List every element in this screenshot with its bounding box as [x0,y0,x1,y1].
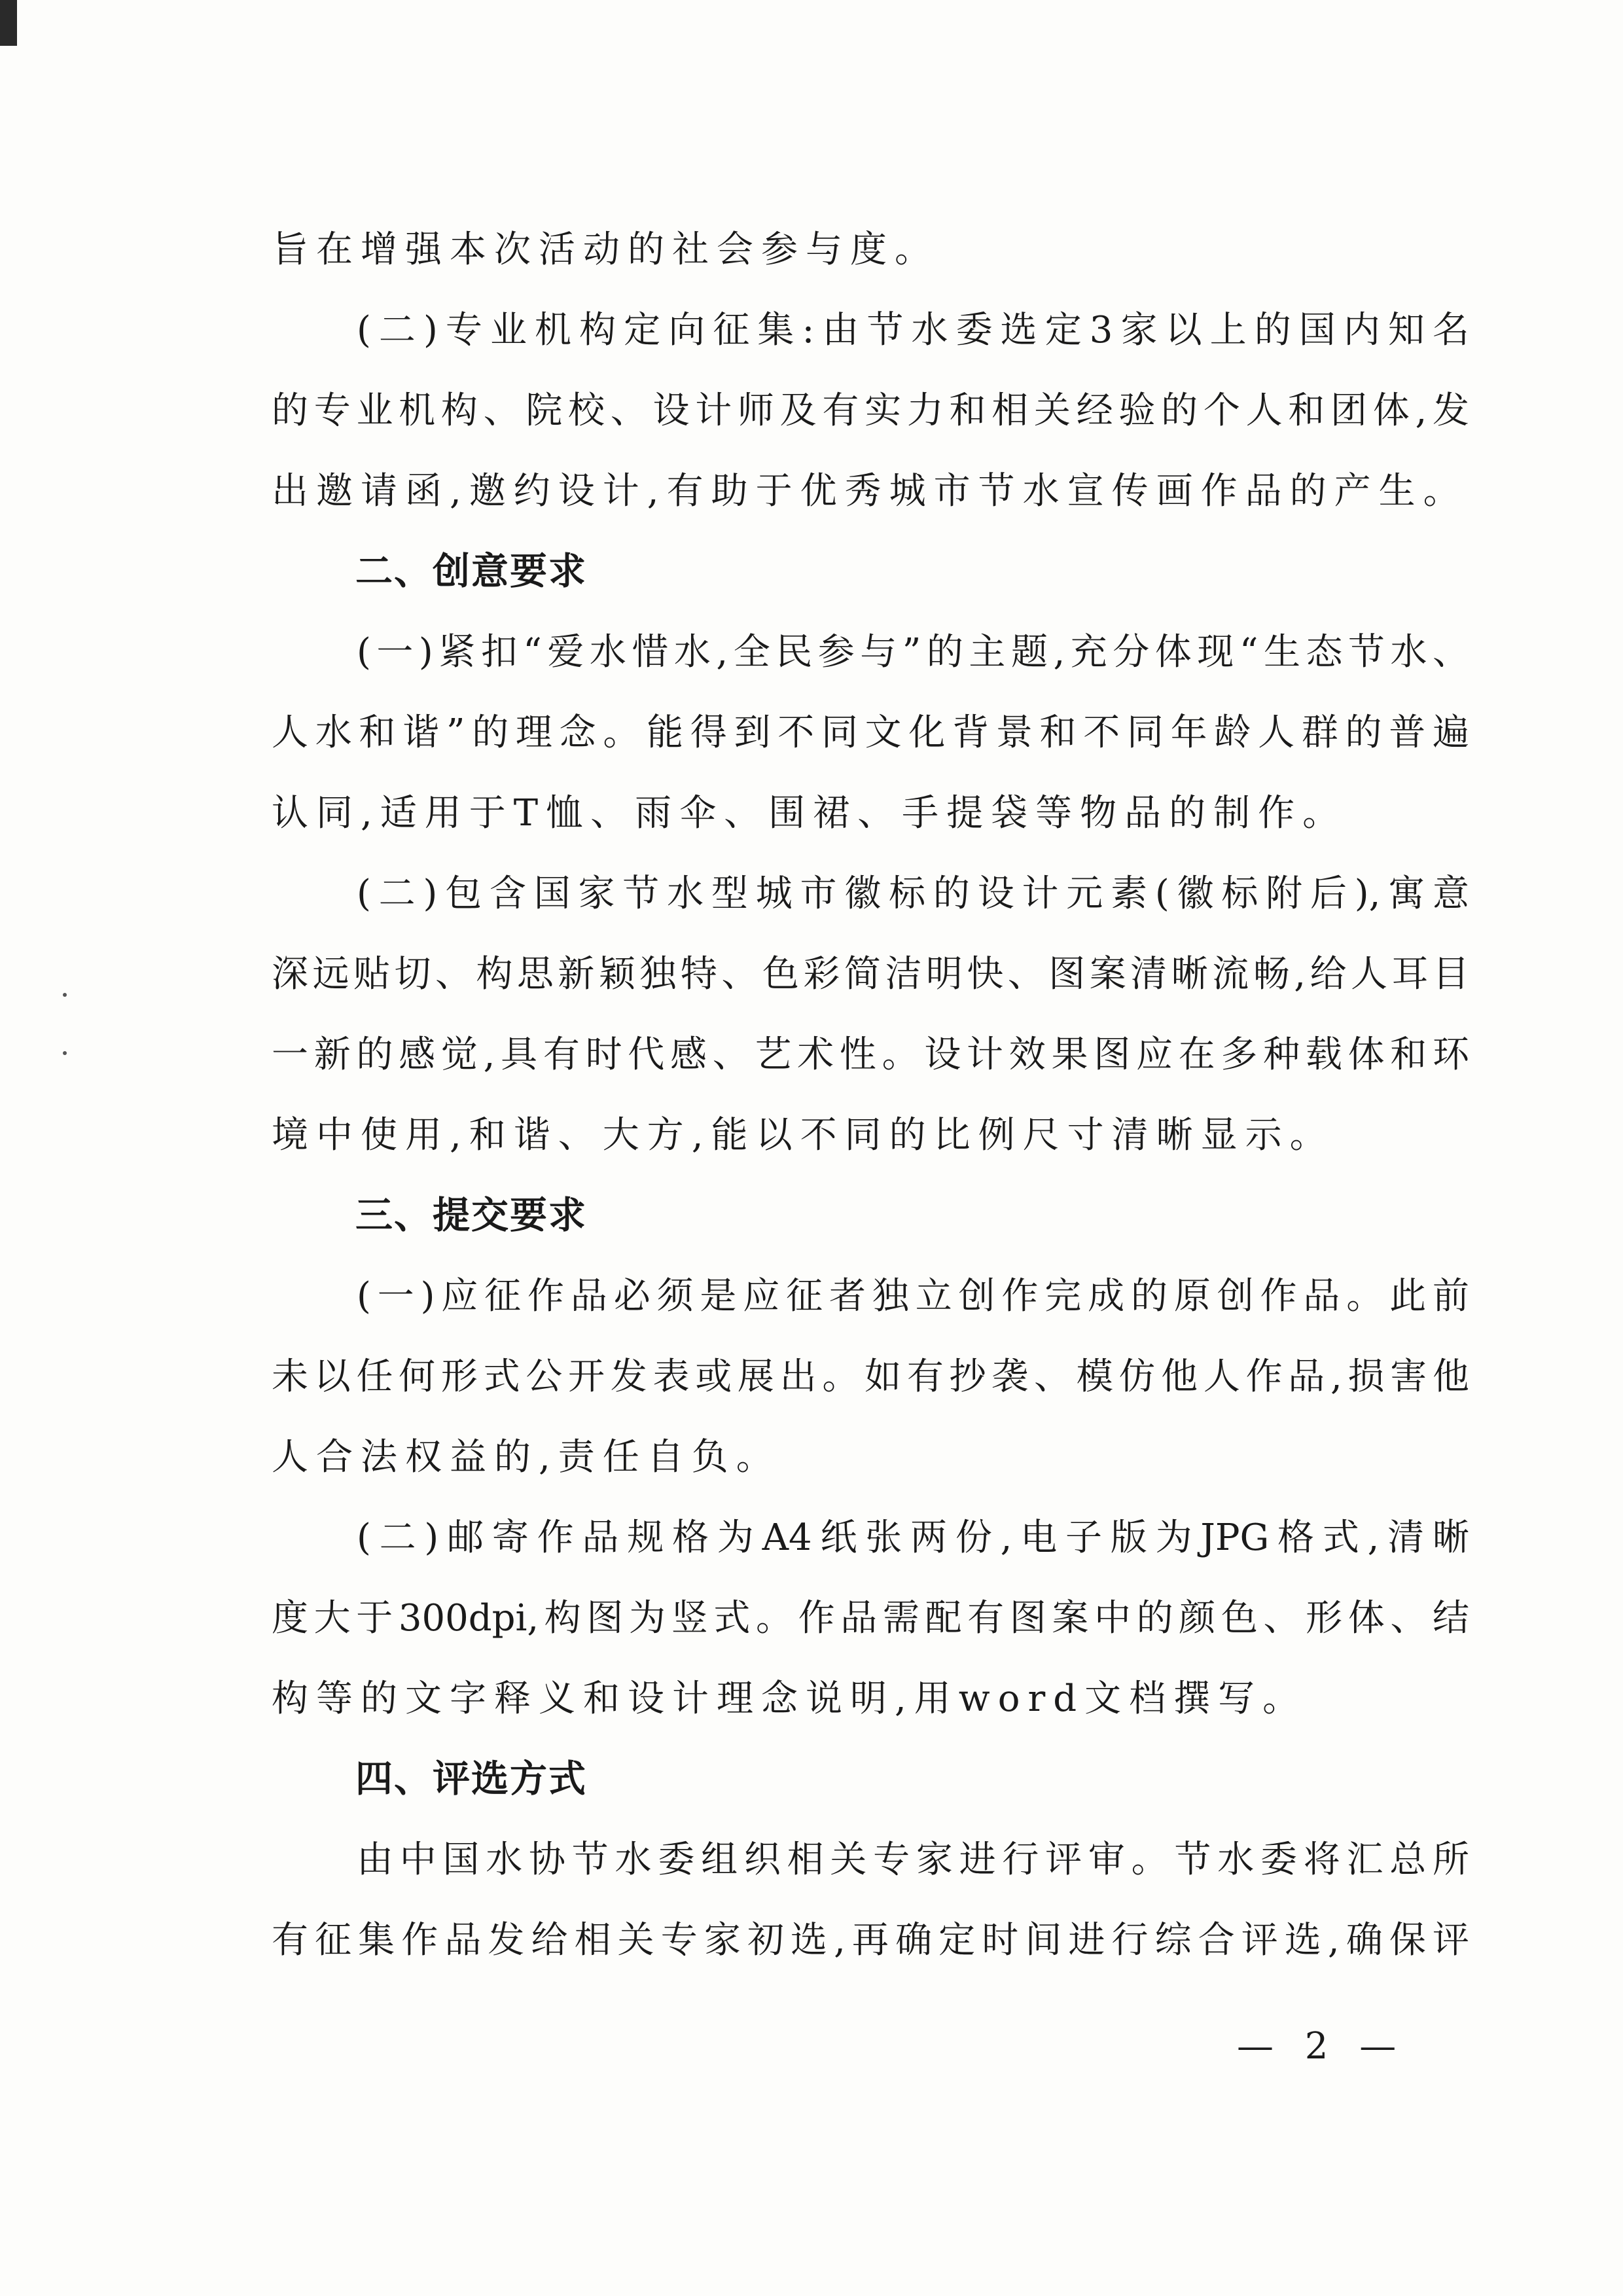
paragraph-line: 构等的文字释义和设计理念说明,用word文档撰写。 [272,1677,1308,1720]
paragraph-line: (一)应征作品必须是应征者独立创作完成的原创作品。此前 [357,1275,1469,1318]
paragraph-line: 的专业机构、院校、设计师及有实力和相关经验的个人和团体,发 [272,389,1469,432]
paragraph-line: (二)专业机构定向征集:由节水委选定3家以上的国内知名 [357,309,1469,351]
section-heading: 四、评选方式 [355,1757,587,1801]
paragraph-line: 人合法权益的,责任自负。 [272,1436,781,1479]
scan-corner-mark [0,0,17,46]
paragraph-line: 出邀请函,邀约设计,有助于优秀城市节水宣传画作品的产生。 [272,470,1468,512]
page-number: — 2 — [1237,2025,1397,2068]
scan-speck [63,993,67,997]
paragraph-line: 人水和谐”的理念。能得到不同文化背景和不同年龄人群的普遍 [272,711,1469,754]
paragraph-line: 未以任何形式公开发表或展出。如有抄袭、模仿他人作品,损害他 [272,1355,1469,1398]
paragraph-line: (二)包含国家节水型城市徽标的设计元素(徽标附后),寓意 [357,872,1469,915]
paragraph-line: 由中国水协节水委组织相关专家进行评审。节水委将汇总所 [357,1839,1469,1881]
paragraph-line: 深远贴切、构思新颖独特、色彩简洁明快、图案清晰流畅,给人耳目 [272,953,1469,996]
body-text [272,209,1469,1981]
scan-speck [63,1051,67,1055]
section-heading: 二、创意要求 [355,550,587,593]
paragraph-line: 旨在增强本次活动的社会参与度。 [272,228,939,271]
paragraph-line: 境中使用,和谐、大方,能以不同的比例尺寸清晰显示。 [272,1114,1334,1157]
paragraph-line: 认同,适用于T恤、雨伞、围裙、手提袋等物品的制作。 [272,792,1347,834]
section-heading: 三、提交要求 [355,1194,587,1237]
paragraph-line: (二)邮寄作品规格为A4纸张两份,电子版为JPG格式,清晰 [357,1516,1469,1559]
paragraph-line: (一)紧扣“爱水惜水,全民参与”的主题,充分体现“生态节水、 [357,631,1469,673]
paragraph-line: 度大于300dpi,构图为竖式。作品需配有图案中的颜色、形体、结 [272,1597,1469,1640]
paragraph-line: 有征集作品发给相关专家初选,再确定时间进行综合评选,确保评 [272,1919,1469,1962]
paragraph-line: 一新的感觉,具有时代感、艺术性。设计效果图应在多种载体和环 [272,1033,1469,1076]
